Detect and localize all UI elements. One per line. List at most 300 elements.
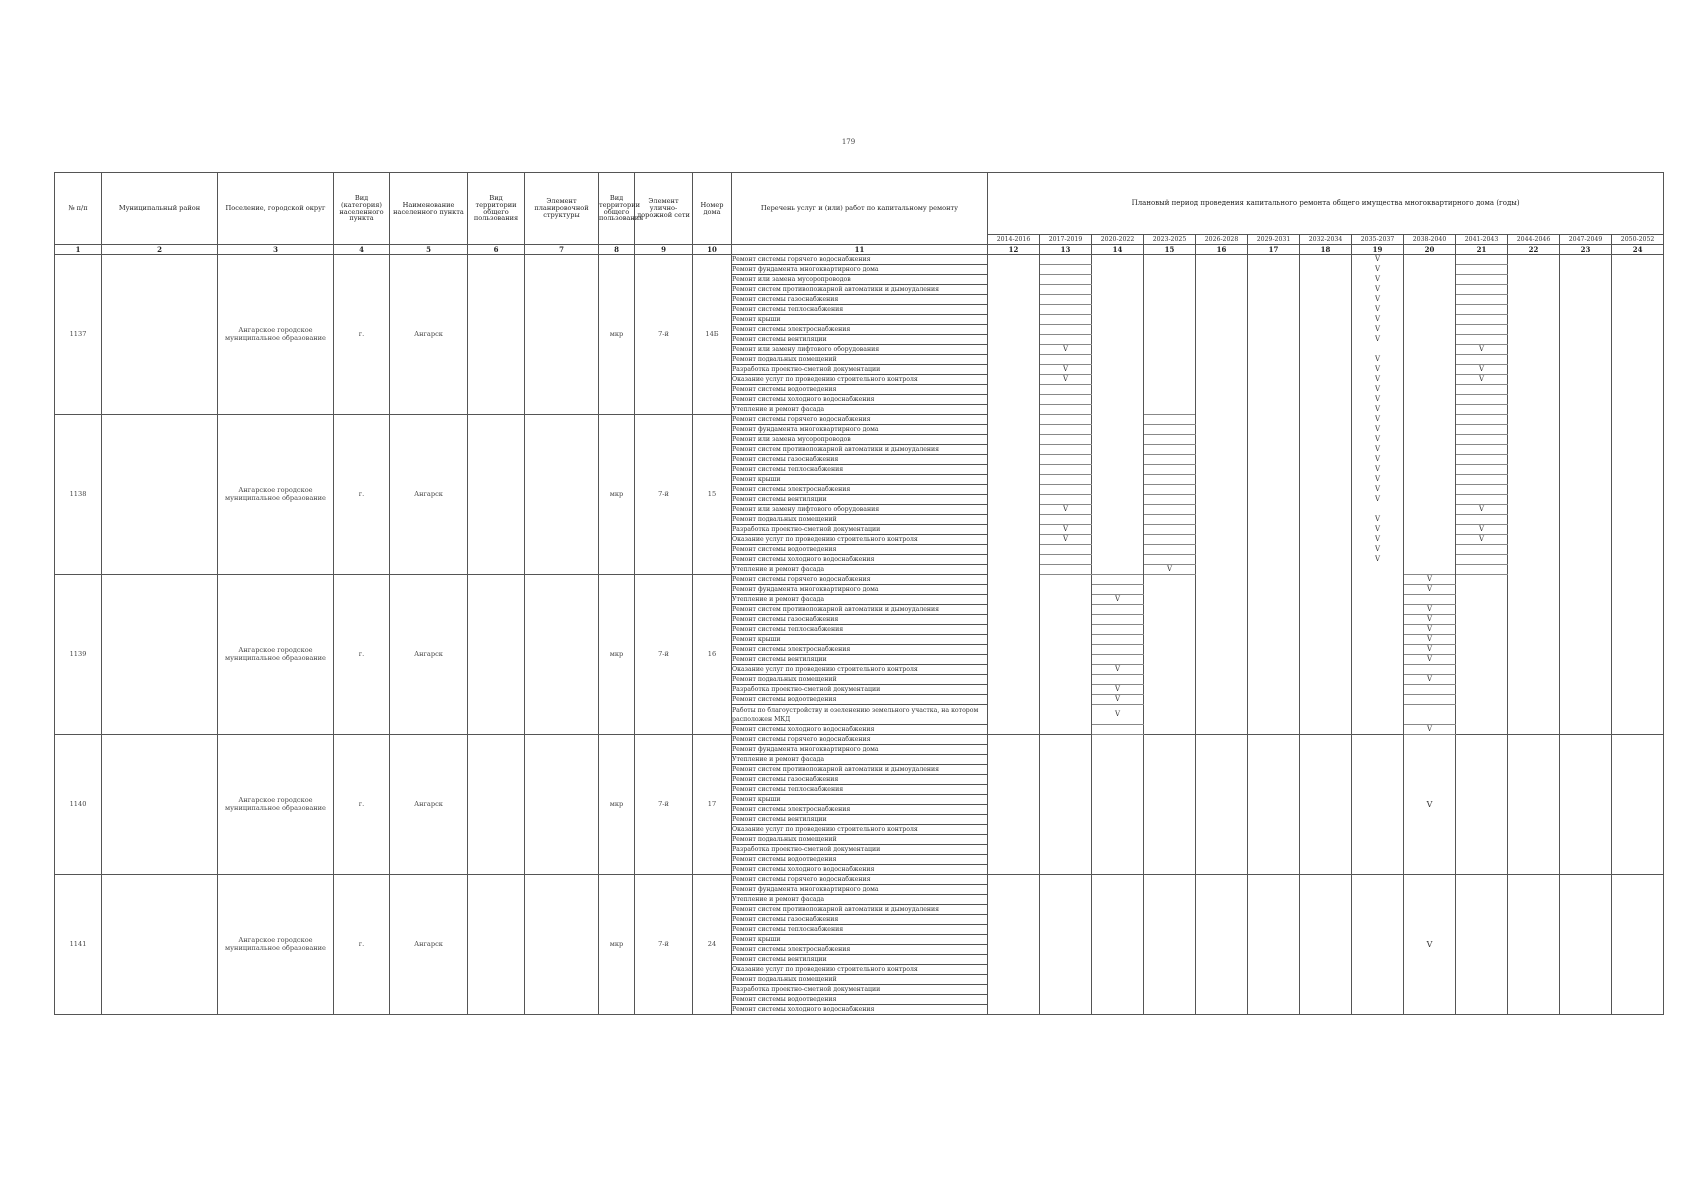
record-num: 1138 [55, 415, 102, 575]
year-mark: V [1352, 515, 1404, 525]
record-house: 24 [693, 875, 732, 1015]
year-cell [1300, 675, 1352, 685]
year-cell [988, 525, 1040, 535]
year-cell [1560, 325, 1612, 335]
year-cell [1508, 545, 1560, 555]
year-cell [1300, 325, 1352, 335]
year-cell [988, 505, 1040, 515]
year-cell [1040, 705, 1092, 725]
year-cell [1560, 695, 1612, 705]
year-cell [988, 385, 1040, 395]
year-cell [1352, 625, 1404, 635]
work-name: Ремонт системы водоотведения [732, 545, 988, 555]
work-name: Утепление и ремонт фасада [732, 755, 988, 765]
year-cell [1456, 675, 1508, 685]
year-cell [1508, 875, 1560, 1015]
year-cell [1040, 625, 1092, 635]
year-mark: V [1092, 705, 1144, 725]
year-header-cell: 2038-2040 [1404, 235, 1456, 245]
year-cell [1248, 345, 1300, 355]
year-mark: V [1352, 355, 1404, 365]
register-table [54, 172, 1664, 1015]
year-cell [1300, 445, 1352, 455]
year-cell [1456, 495, 1508, 505]
year-cell [1560, 295, 1612, 305]
year-cell [1456, 455, 1508, 465]
work-name: Утепление и ремонт фасада [732, 595, 988, 605]
year-cell [1508, 445, 1560, 455]
year-cell [1196, 585, 1248, 595]
year-cell [1612, 365, 1664, 375]
year-cell [1612, 455, 1664, 465]
column-number-cell: 24 [1612, 245, 1664, 255]
year-header-cell: 2029-2031 [1248, 235, 1300, 245]
record-district [102, 875, 218, 1015]
record-kind: г. [334, 735, 390, 875]
year-cell [1300, 375, 1352, 385]
column-number-cell: 19 [1352, 245, 1404, 255]
year-cell [1404, 515, 1456, 525]
year-cell [1248, 385, 1300, 395]
year-cell [1352, 595, 1404, 605]
year-cell [988, 535, 1040, 545]
year-cell [1456, 465, 1508, 475]
record-territory-type [468, 735, 525, 875]
year-cell [1612, 305, 1664, 315]
year-mark: V [1352, 445, 1404, 455]
year-cell [1404, 555, 1456, 565]
year-cell [1404, 355, 1456, 365]
year-cell [1300, 365, 1352, 375]
year-cell [988, 365, 1040, 375]
year-cell [1040, 585, 1092, 595]
year-cell [1092, 305, 1144, 315]
year-cell [1196, 675, 1248, 685]
year-cell [1196, 435, 1248, 445]
year-cell [1300, 725, 1352, 735]
year-cell [1508, 675, 1560, 685]
year-cell [1196, 655, 1248, 665]
record-locality: Ангарск [390, 875, 468, 1015]
year-cell [1560, 385, 1612, 395]
year-cell [1456, 615, 1508, 625]
year-cell [1560, 585, 1612, 595]
work-name: Ремонт системы теплоснабжения [732, 785, 988, 795]
record-house: 14Б [693, 255, 732, 415]
year-mark: V [1352, 295, 1404, 305]
work-name: Ремонт фундамента многоквартирного дома [732, 885, 988, 895]
year-cell [1092, 725, 1144, 735]
year-cell [1144, 485, 1196, 495]
record-territory: мкр [599, 415, 635, 575]
year-cell [1092, 535, 1144, 545]
year-cell [988, 285, 1040, 295]
year-cell [1508, 305, 1560, 315]
year-mark: V [1040, 505, 1092, 515]
year-cell [1612, 585, 1664, 595]
year-cell [1612, 355, 1664, 365]
year-cell [1144, 445, 1196, 455]
year-cell [1040, 295, 1092, 305]
year-cell [1560, 665, 1612, 675]
record-locality: Ангарск [390, 255, 468, 415]
year-cell [988, 475, 1040, 485]
header-cell: № п/п [55, 173, 102, 245]
year-cell [1248, 535, 1300, 545]
record-planning-element [525, 255, 599, 415]
year-cell [1092, 545, 1144, 555]
year-cell [1040, 515, 1092, 525]
year-cell [1144, 345, 1196, 355]
header-cell: Вид территории общего пользования [468, 173, 525, 245]
year-cell [1196, 375, 1248, 385]
record-territory-type [468, 875, 525, 1015]
year-cell [1456, 645, 1508, 655]
year-cell [1404, 365, 1456, 375]
year-mark: V [1352, 255, 1404, 265]
year-cell [1144, 425, 1196, 435]
year-cell [1560, 415, 1612, 425]
year-cell [1248, 685, 1300, 695]
work-name: Ремонт системы газоснабжения [732, 915, 988, 925]
year-cell [1612, 705, 1664, 725]
year-cell [1040, 685, 1092, 695]
year-cell [1456, 425, 1508, 435]
year-cell [1352, 875, 1404, 1015]
year-cell [1196, 325, 1248, 335]
column-number-cell: 10 [693, 245, 732, 255]
year-cell [1248, 505, 1300, 515]
year-cell [1040, 475, 1092, 485]
year-cell [1248, 585, 1300, 595]
year-cell [1300, 455, 1352, 465]
year-cell [1144, 665, 1196, 675]
year-mark: V [1352, 535, 1404, 545]
year-cell [1560, 575, 1612, 585]
year-mark: V [1404, 585, 1456, 595]
record-locality: Ангарск [390, 575, 468, 735]
year-cell [988, 585, 1040, 595]
year-cell [1040, 555, 1092, 565]
year-cell [1508, 455, 1560, 465]
year-cell [1040, 435, 1092, 445]
year-cell [1352, 735, 1404, 875]
year-cell [1612, 655, 1664, 665]
year-mark: V [1352, 385, 1404, 395]
record-planning-element [525, 575, 599, 735]
year-cell [1352, 725, 1404, 735]
year-cell [1404, 685, 1456, 695]
year-cell [1144, 495, 1196, 505]
year-cell [988, 455, 1040, 465]
record-settlement: Ангарское городское муниципальное образование [218, 415, 334, 575]
year-cell [1248, 455, 1300, 465]
year-cell [1612, 275, 1664, 285]
year-cell [1092, 315, 1144, 325]
year-cell [1092, 575, 1144, 585]
year-cell [1248, 555, 1300, 565]
year-cell [1196, 725, 1248, 735]
year-cell [1300, 875, 1352, 1015]
year-cell [1144, 365, 1196, 375]
year-cell [1248, 485, 1300, 495]
record-house: 17 [693, 735, 732, 875]
work-name: Ремонт систем противопожарной автоматики и дымоудаления [732, 605, 988, 615]
year-cell [988, 645, 1040, 655]
year-cell [1196, 515, 1248, 525]
year-cell [1456, 655, 1508, 665]
year-cell [1196, 505, 1248, 515]
year-mark: V [1352, 395, 1404, 405]
year-cell [1040, 405, 1092, 415]
year-cell [1508, 655, 1560, 665]
record-territory-type [468, 575, 525, 735]
year-cell [1196, 685, 1248, 695]
year-cell [1508, 625, 1560, 635]
year-cell [1144, 305, 1196, 315]
work-name: Ремонт систем противопожарной автоматики и дымоудаления [732, 765, 988, 775]
year-cell [1508, 705, 1560, 725]
year-cell [1508, 275, 1560, 285]
record-district [102, 415, 218, 575]
year-mark: V [1040, 375, 1092, 385]
work-name: Разработка проектно-сметной документации [732, 525, 988, 535]
year-cell [1300, 475, 1352, 485]
record-territory: мкр [599, 255, 635, 415]
year-cell [1248, 325, 1300, 335]
year-cell [1508, 465, 1560, 475]
year-cell [1144, 315, 1196, 325]
column-number-cell: 14 [1092, 245, 1144, 255]
year-cell [988, 675, 1040, 685]
year-cell [1144, 515, 1196, 525]
header-cell: Наименование населенного пункта [390, 173, 468, 245]
year-mark: V [1404, 735, 1456, 875]
year-cell [1404, 375, 1456, 385]
year-mark: V [1456, 375, 1508, 385]
year-cell [1612, 675, 1664, 685]
year-cell [1144, 465, 1196, 475]
year-cell [1404, 345, 1456, 355]
year-cell [1196, 385, 1248, 395]
year-cell [1144, 355, 1196, 365]
year-cell [1560, 655, 1612, 665]
year-cell [1560, 555, 1612, 565]
year-cell [1508, 535, 1560, 545]
year-cell [1040, 615, 1092, 625]
year-mark: V [1352, 555, 1404, 565]
year-cell [988, 625, 1040, 635]
year-cell [1560, 275, 1612, 285]
year-cell [1300, 525, 1352, 535]
year-cell [1040, 735, 1092, 875]
year-cell [1612, 565, 1664, 575]
work-name: Ремонт или замену лифтового оборудования [732, 345, 988, 355]
year-mark: V [1092, 595, 1144, 605]
year-cell [1300, 305, 1352, 315]
record-kind: г. [334, 875, 390, 1015]
year-cell [988, 635, 1040, 645]
year-cell [1300, 355, 1352, 365]
year-cell [1508, 695, 1560, 705]
year-cell [1248, 415, 1300, 425]
year-cell [1508, 315, 1560, 325]
year-header-cell: 2023-2025 [1144, 235, 1196, 245]
year-cell [1040, 265, 1092, 275]
work-name: Ремонт системы холодного водоснабжения [732, 555, 988, 565]
year-cell [988, 685, 1040, 695]
year-cell [1196, 705, 1248, 725]
year-mark: V [1352, 465, 1404, 475]
year-cell [1300, 465, 1352, 475]
year-cell [988, 705, 1040, 725]
year-mark: V [1456, 345, 1508, 355]
year-cell [1456, 585, 1508, 595]
year-mark: V [1352, 455, 1404, 465]
year-cell [1144, 685, 1196, 695]
year-cell [1612, 605, 1664, 615]
year-cell [1508, 335, 1560, 345]
record-settlement: Ангарское городское муниципальное образование [218, 255, 334, 415]
year-cell [1248, 495, 1300, 505]
year-cell [1196, 645, 1248, 655]
year-cell [1300, 535, 1352, 545]
year-cell [1196, 595, 1248, 605]
year-cell [1092, 275, 1144, 285]
year-cell [1092, 365, 1144, 375]
year-cell [1612, 555, 1664, 565]
year-cell [1092, 255, 1144, 265]
record-territory-type [468, 415, 525, 575]
year-cell [1404, 485, 1456, 495]
year-cell [988, 665, 1040, 675]
year-cell [1196, 255, 1248, 265]
year-mark: V [1352, 365, 1404, 375]
year-mark: V [1092, 685, 1144, 695]
year-cell [1092, 495, 1144, 505]
year-cell [1092, 655, 1144, 665]
year-header-cell: 2047-2049 [1560, 235, 1612, 245]
work-name: Ремонт крыши [732, 795, 988, 805]
year-cell [1508, 405, 1560, 415]
year-cell [1300, 645, 1352, 655]
record-district [102, 575, 218, 735]
year-cell [1612, 475, 1664, 485]
work-name: Ремонт системы горячего водоснабжения [732, 875, 988, 885]
year-cell [1248, 705, 1300, 725]
year-cell [1248, 305, 1300, 315]
year-cell [1456, 705, 1508, 725]
year-cell [1196, 345, 1248, 355]
year-cell [1456, 485, 1508, 495]
year-cell [1508, 565, 1560, 575]
year-cell [1612, 725, 1664, 735]
year-cell [1612, 445, 1664, 455]
year-cell [1248, 375, 1300, 385]
year-cell [1612, 265, 1664, 275]
work-name: Ремонт подвальных помещений [732, 835, 988, 845]
year-cell [1040, 545, 1092, 555]
work-name: Ремонт системы теплоснабжения [732, 305, 988, 315]
year-cell [1456, 605, 1508, 615]
year-cell [1508, 375, 1560, 385]
year-cell [1144, 255, 1196, 265]
year-cell [1196, 615, 1248, 625]
year-cell [1612, 535, 1664, 545]
column-number-cell: 3 [218, 245, 334, 255]
year-mark: V [1040, 345, 1092, 355]
record-territory-type [468, 255, 525, 415]
year-cell [1404, 455, 1456, 465]
year-cell [988, 405, 1040, 415]
year-cell [1404, 505, 1456, 515]
year-cell [1612, 575, 1664, 585]
year-cell [1144, 645, 1196, 655]
year-cell [1508, 265, 1560, 275]
year-cell [1092, 475, 1144, 485]
record-street: 7-й [635, 415, 693, 575]
year-cell [1248, 665, 1300, 675]
record-street: 7-й [635, 735, 693, 875]
year-cell [1248, 625, 1300, 635]
year-cell [1248, 565, 1300, 575]
year-cell [1144, 415, 1196, 425]
year-cell [1248, 275, 1300, 285]
year-header-cell: 2032-2034 [1300, 235, 1352, 245]
year-cell [1456, 725, 1508, 735]
year-cell [988, 425, 1040, 435]
year-cell [1560, 525, 1612, 535]
year-cell [1508, 395, 1560, 405]
work-name: Оказание услуг по проведению строительного контроля [732, 535, 988, 545]
year-mark: V [1404, 605, 1456, 615]
year-cell [1144, 695, 1196, 705]
record-settlement: Ангарское городское муниципальное образование [218, 875, 334, 1015]
work-name: Ремонт подвальных помещений [732, 975, 988, 985]
work-name: Ремонт системы электроснабжения [732, 485, 988, 495]
year-cell [1612, 665, 1664, 675]
record-locality: Ангарск [390, 415, 468, 575]
year-cell [1196, 455, 1248, 465]
year-cell [1300, 505, 1352, 515]
record-num: 1137 [55, 255, 102, 415]
year-cell [1144, 655, 1196, 665]
year-cell [1456, 625, 1508, 635]
year-cell [988, 275, 1040, 285]
year-cell [1300, 285, 1352, 295]
column-number-cell: 18 [1300, 245, 1352, 255]
year-cell [1092, 525, 1144, 535]
work-name: Ремонт системы газоснабжения [732, 775, 988, 785]
year-cell [1352, 695, 1404, 705]
year-cell [1560, 335, 1612, 345]
year-cell [1560, 645, 1612, 655]
year-cell [1560, 435, 1612, 445]
work-name: Ремонт или замену лифтового оборудования [732, 505, 988, 515]
year-cell [1404, 495, 1456, 505]
year-cell [1300, 595, 1352, 605]
year-cell [1300, 605, 1352, 615]
work-name: Ремонт фундамента многоквартирного дома [732, 745, 988, 755]
year-cell [1248, 675, 1300, 685]
column-number-cell: 20 [1404, 245, 1456, 255]
work-row [55, 255, 1664, 265]
year-cell [1612, 645, 1664, 655]
record-kind: г. [334, 255, 390, 415]
year-mark: V [1404, 645, 1456, 655]
year-cell [1300, 655, 1352, 665]
year-mark: V [1352, 375, 1404, 385]
